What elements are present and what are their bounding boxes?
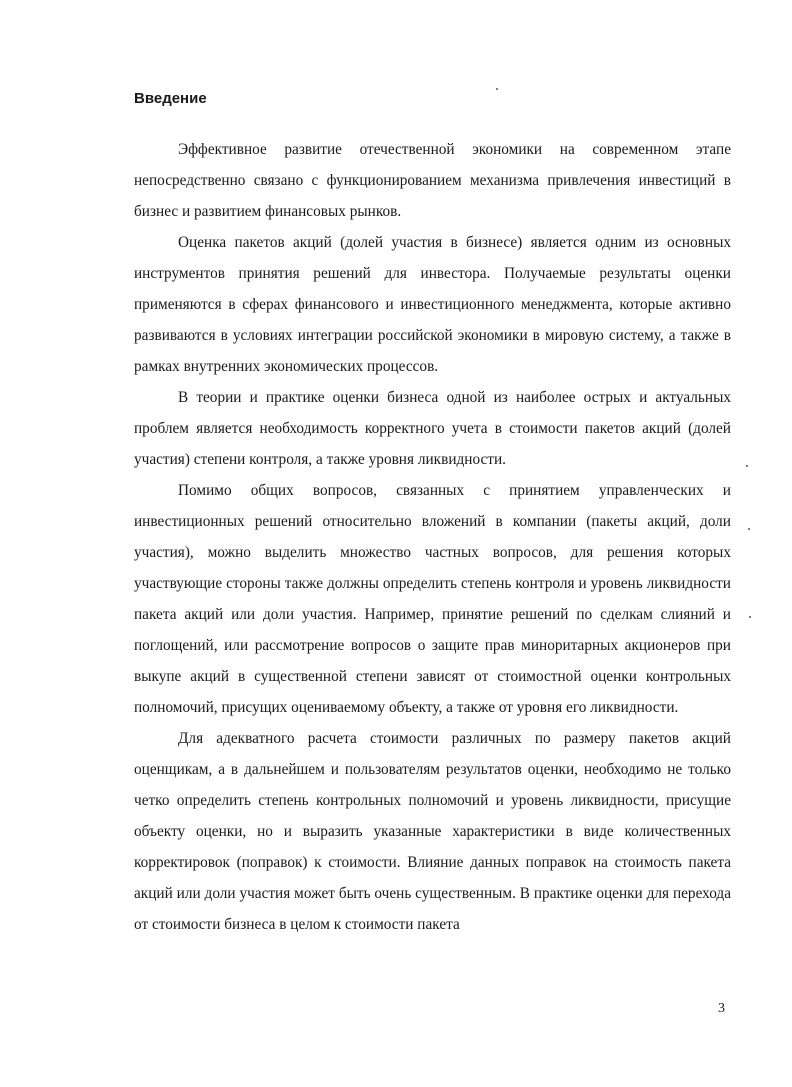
paragraph-5: Для адекватного расчета стоимости различных по размеру пакетов акций оценщикам, а в дальнейшем и пользователям результатов оценки, необходимо не только четко определить степень контрольных полномочий и уровень ликвидности, присущие объекту оценки, но и выразить указанные характеристики в виде количественных корректировок (поправок) к стоимости. Влияние данных поправок на стоимость пакета акций или доли участия может быть очень существенным. В практике оценки для перехода от стоимости бизнеса в целом к стоимости пакета [134, 730, 731, 933]
paragraph-4: Помимо общих вопросов, связанных с принятием управленческих и инвестиционных решений относительно вложений в компании (пакеты акций, доли участия), можно выделить множество частных вопросов, для решения которых участвующие стороны также должны определить степень контроля и уровень ликвидности пакета акций или доли участия. Например, принятие решений по сделкам слияний и поглощений, или рассмотрение вопросов о защите прав миноритарных акционеров при выкупе акций в существенной степени зависят от стоимостной оценки контрольных полномочий, присущих оцениваемому объекту, а также от уровня его ликвидности. [134, 482, 731, 716]
scan-speck [749, 616, 751, 618]
scan-speck [748, 528, 750, 530]
paragraph-3: В теории и практике оценки бизнеса одной из наиболее острых и актуальных проблем является необходимость корректного учета в стоимости пакетов акций (долей участия) степени контроля, а также уровня ликвидности. [134, 389, 731, 468]
page-number: 3 [718, 1001, 725, 1016]
paragraph-2: Оценка пакетов акций (долей участия в бизнесе) является одним из основных инструментов принятия решений для инвестора. Получаемые результаты оценки применяются в сферах финансового и инвестиционного менеджмента, которые активно развиваются в условиях интеграции российской экономики в мировую систему, а также в рамках внутренних экономических процессов. [134, 234, 731, 375]
paragraph-1: Эффективное развитие отечественной экономики на современном этапе непосредственно связано с функционированием механизма привлечения инвестиций в бизнес и развитием финансовых рынков. [134, 141, 731, 220]
section-heading: Введение [134, 90, 207, 107]
scan-speck [496, 88, 498, 90]
body-text [134, 134, 731, 940]
scan-speck [746, 465, 748, 467]
